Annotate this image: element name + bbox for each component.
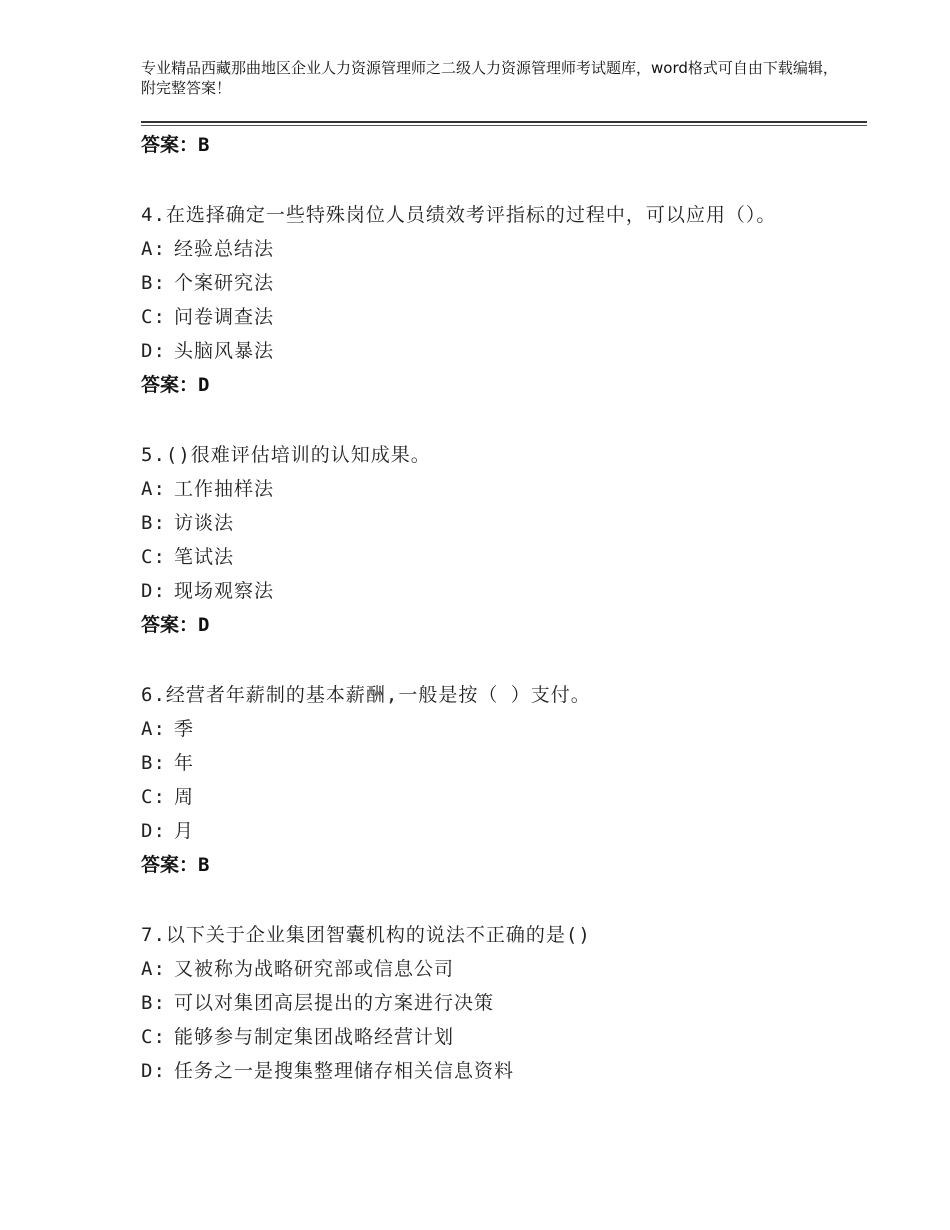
option-a [141,712,841,746]
answer-value: D [198,614,210,636]
option-a [141,952,841,986]
option-text: 访谈法 [174,512,235,534]
option-key: C: [141,306,166,328]
option-text: 可以对集团高层提出的方案进行决策 [174,992,495,1014]
option-key: A: [141,718,166,740]
option-text: 经验总结法 [174,238,275,260]
question-text: 5.()很难评估培训的认知成果。 [141,444,431,466]
option-text: 工作抽样法 [174,478,275,500]
option-text: 现场观察法 [174,580,275,602]
answer-label: 答案： [141,134,199,156]
option-key: B: [141,512,166,534]
option-b [141,266,841,300]
option-key: A: [141,478,166,500]
answer-label: 答案： [141,614,199,636]
option-key: A: [141,238,166,260]
answer-line [141,608,841,642]
option-text: 头脑风暴法 [174,340,275,362]
option-text: 年 [174,752,195,774]
question-7 [141,918,841,1088]
option-key: B: [141,992,166,1014]
answer-line [141,128,841,162]
option-key: C: [141,1026,166,1048]
option-c [141,540,841,574]
option-key: C: [141,786,166,808]
question-text: 6.经营者年薪制的基本薪酬,一般是按（ ）支付。 [141,684,591,706]
option-text: 能够参与制定集团战略经营计划 [174,1026,455,1048]
option-c [141,1020,841,1054]
question-text: 7.以下关于企业集团智囊机构的说法不正确的是() [141,924,591,946]
answer-value: B [198,854,210,876]
option-b [141,746,841,780]
option-text: 月 [174,820,195,842]
option-b [141,986,841,1020]
option-text: 问卷调查法 [174,306,275,328]
header-divider-thin [141,125,867,126]
option-text: 季 [174,718,195,740]
option-key: D: [141,820,166,842]
option-key: B: [141,752,166,774]
option-key: D: [141,580,166,602]
option-text: 笔试法 [174,546,235,568]
document-body [141,128,841,1088]
option-text: 个案研究法 [174,272,275,294]
option-d [141,1054,841,1088]
question-5 [141,438,841,642]
page-header: 专业精品西藏那曲地区企业人力资源管理师之二级人力资源管理师考试题库，word格式可自由下载编辑，附完整答案！ [141,59,838,97]
option-c [141,780,841,814]
option-text: 任务之一是搜集整理储存相关信息资料 [174,1060,515,1082]
option-d [141,334,841,368]
option-key: D: [141,340,166,362]
option-b [141,506,841,540]
answer-value: B [198,134,210,156]
question-6 [141,678,841,882]
answer-line [141,368,841,402]
answer-label: 答案： [141,374,199,396]
question-4 [141,198,841,402]
option-d [141,574,841,608]
answer-value: D [198,374,210,396]
option-key: D: [141,1060,166,1082]
option-text: 又被称为战略研究部或信息公司 [174,958,455,980]
answer-line [141,848,841,882]
option-key: C: [141,546,166,568]
option-a [141,232,841,266]
option-d [141,814,841,848]
option-c [141,300,841,334]
option-key: A: [141,958,166,980]
option-text: 周 [174,786,195,808]
header-divider [141,121,867,123]
option-key: B: [141,272,166,294]
option-a [141,472,841,506]
question-text: 4.在选择确定一些特殊岗位人员绩效考评指标的过程中，可以应用（）。 [141,204,777,226]
answer-label: 答案： [141,854,199,876]
